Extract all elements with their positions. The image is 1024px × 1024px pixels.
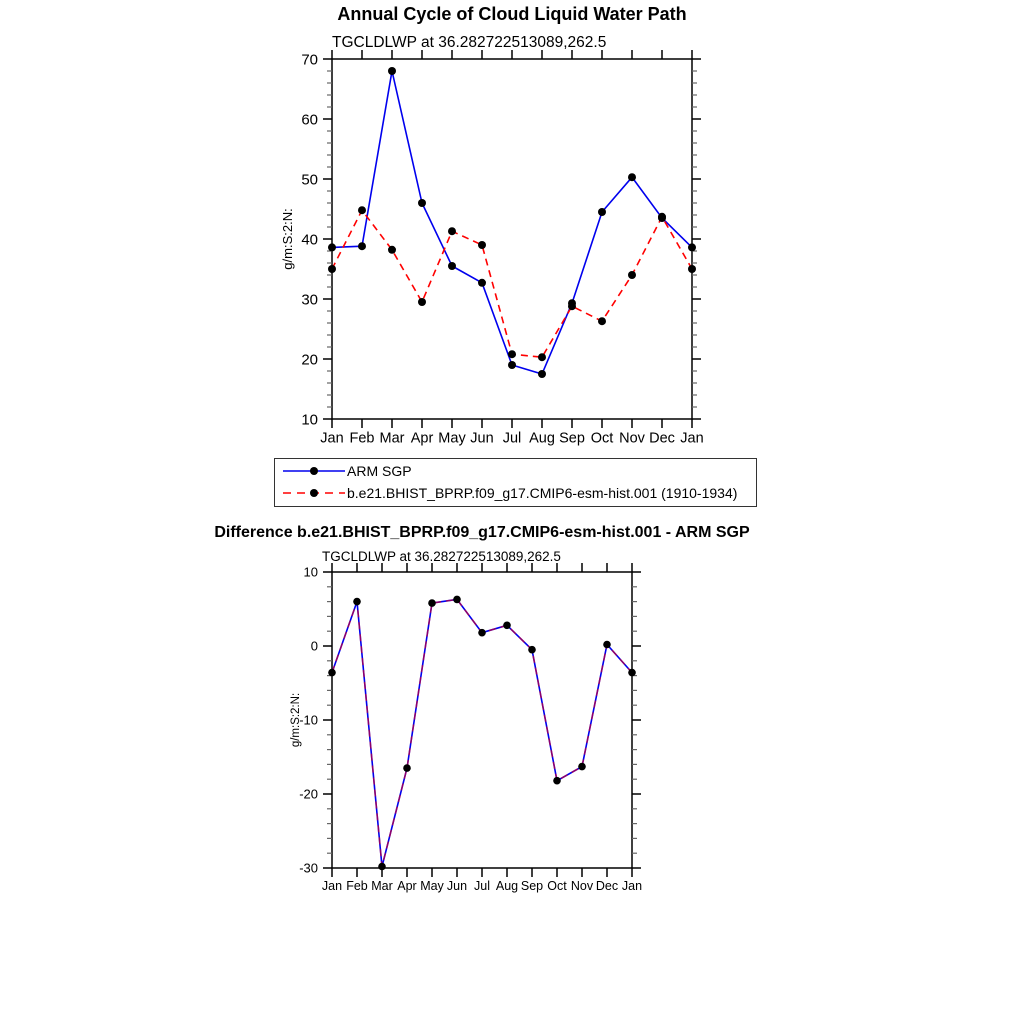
chart1-title: Annual Cycle of Cloud Liquid Water Path bbox=[337, 4, 687, 24]
data-point-0-1 bbox=[538, 353, 546, 361]
x-tick-label: Feb bbox=[349, 430, 375, 447]
series-line-1-0 bbox=[332, 599, 632, 866]
x-tick-label: Apr bbox=[410, 430, 434, 447]
x-tick-label: Dec bbox=[649, 430, 675, 447]
data-point-1-0 bbox=[428, 599, 436, 607]
x-tick-label: Apr bbox=[397, 879, 417, 893]
series-line-0-0 bbox=[332, 71, 692, 374]
data-point-1-0 bbox=[603, 641, 611, 649]
x-tick-label: Oct bbox=[590, 430, 614, 447]
data-point-1-0 bbox=[628, 669, 636, 677]
x-tick-label: May bbox=[438, 430, 466, 447]
x-tick-label: Jun bbox=[470, 430, 494, 447]
x-tick-label: Sep bbox=[520, 879, 544, 893]
x-tick-label: Aug bbox=[529, 430, 555, 447]
y-tick-label: 50 bbox=[301, 171, 318, 189]
chart1-legend bbox=[274, 458, 757, 507]
legend-entry-model bbox=[281, 482, 737, 504]
x-tick-label: Oct bbox=[547, 879, 567, 893]
data-point-0-1 bbox=[658, 213, 666, 221]
data-point-0-1 bbox=[598, 317, 606, 325]
y-tick-label: -20 bbox=[299, 786, 318, 802]
data-point-0-1 bbox=[628, 271, 636, 279]
data-point-0-1 bbox=[328, 265, 336, 273]
x-tick-label: Jun bbox=[446, 879, 468, 893]
data-point-0-0 bbox=[358, 242, 366, 250]
plot-box-difference bbox=[332, 572, 632, 868]
data-point-0-0 bbox=[688, 243, 696, 251]
series-line-0-1 bbox=[332, 210, 692, 357]
legend-line-dashed-red-icon bbox=[281, 486, 347, 500]
data-point-0-0 bbox=[628, 173, 636, 181]
legend-label-arm-sgp: ARM SGP bbox=[347, 463, 412, 479]
x-tick-label: Feb bbox=[346, 879, 368, 893]
data-point-1-0 bbox=[328, 669, 336, 677]
y-tick-label: 0 bbox=[310, 638, 318, 654]
legend-label-model: b.e21.BHIST_BPRP.f09_g17.CMIP6-esm-hist.001 (1910-1934) bbox=[347, 485, 738, 501]
chart2-y-axis-label: g/m:S:2:N: bbox=[290, 692, 302, 748]
data-point-1-0 bbox=[503, 622, 511, 630]
data-point-0-0 bbox=[328, 243, 336, 251]
legend-line-solid-blue-icon bbox=[281, 464, 347, 478]
data-point-1-0 bbox=[478, 629, 486, 637]
data-point-0-0 bbox=[508, 361, 516, 369]
y-tick-label: 70 bbox=[301, 51, 318, 69]
data-point-1-0 bbox=[378, 863, 386, 871]
x-tick-label: Jan bbox=[321, 879, 343, 893]
legend-entry-arm-sgp bbox=[281, 460, 412, 482]
x-tick-label: Mar bbox=[379, 430, 405, 447]
x-tick-label: Nov bbox=[570, 879, 594, 893]
data-point-1-0 bbox=[528, 646, 536, 654]
data-point-1-0 bbox=[353, 598, 361, 606]
chart1-subtitle: TGCLDLWP at 36.282722513089,262.5 bbox=[332, 34, 607, 51]
x-tick-label: May bbox=[420, 879, 444, 893]
data-point-0-1 bbox=[358, 206, 366, 214]
data-point-1-0 bbox=[403, 764, 411, 772]
data-point-0-0 bbox=[448, 262, 456, 270]
data-point-0-1 bbox=[508, 350, 516, 358]
y-tick-label: 60 bbox=[301, 111, 318, 129]
data-point-0-1 bbox=[448, 227, 456, 235]
x-tick-label: Jul bbox=[474, 879, 490, 893]
x-tick-label: Dec bbox=[595, 879, 619, 893]
y-tick-label: -30 bbox=[299, 860, 318, 876]
chart1-y-axis-label: g/m:S:2:N: bbox=[280, 208, 295, 270]
data-point-0-1 bbox=[388, 246, 396, 254]
data-point-0-1 bbox=[568, 302, 576, 310]
y-tick-label: 10 bbox=[301, 411, 318, 429]
data-point-1-0 bbox=[578, 763, 586, 771]
y-tick-label: 30 bbox=[301, 291, 318, 309]
y-tick-label: 10 bbox=[303, 564, 318, 580]
x-tick-label: Mar bbox=[371, 879, 393, 893]
data-point-0-1 bbox=[418, 298, 426, 306]
y-tick-label: 20 bbox=[301, 351, 318, 369]
data-point-0-1 bbox=[688, 265, 696, 273]
data-point-0-0 bbox=[478, 279, 486, 287]
chart2-subtitle: TGCLDLWP at 36.282722513089,262.5 bbox=[322, 549, 561, 564]
x-tick-label: Aug bbox=[495, 879, 519, 893]
x-tick-label: Jan bbox=[680, 430, 704, 447]
data-point-1-0 bbox=[453, 596, 461, 604]
series-line-overlay-1-0 bbox=[332, 599, 632, 866]
x-tick-label: Jan bbox=[320, 430, 344, 447]
y-tick-label: -10 bbox=[299, 712, 318, 728]
data-point-0-0 bbox=[598, 208, 606, 216]
data-point-0-0 bbox=[418, 199, 426, 207]
x-tick-label: Jan bbox=[621, 879, 643, 893]
data-point-1-0 bbox=[553, 777, 561, 785]
x-tick-label: Nov bbox=[619, 430, 645, 447]
data-point-0-1 bbox=[478, 241, 486, 249]
chart2-title: Difference b.e21.BHIST_BPRP.f09_g17.CMIP6-esm-hist.001 - ARM SGP bbox=[214, 524, 750, 541]
x-tick-label: Sep bbox=[559, 430, 585, 447]
y-tick-label: 40 bbox=[301, 231, 318, 249]
data-point-0-0 bbox=[538, 370, 546, 378]
x-tick-label: Jul bbox=[502, 430, 522, 447]
data-point-0-0 bbox=[388, 67, 396, 75]
